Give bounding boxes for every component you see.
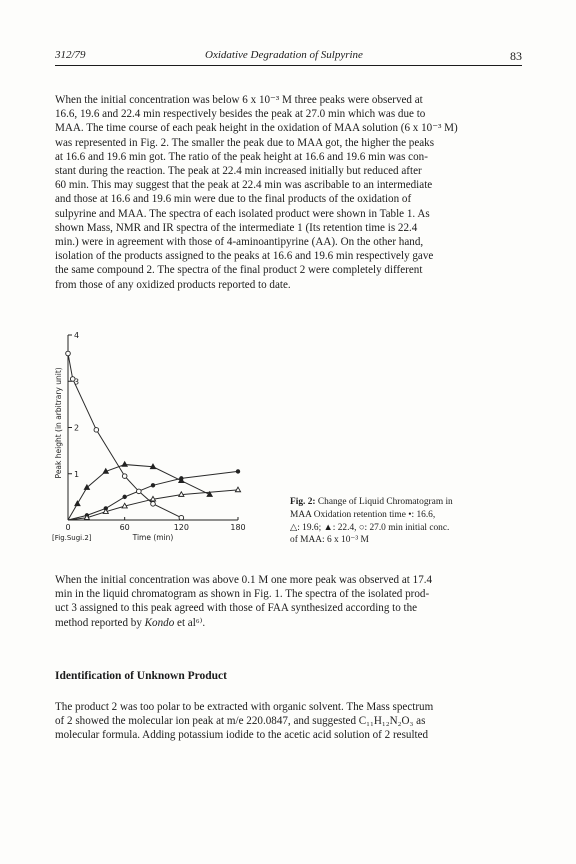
y-axis-label: Peak height (in arbitrary unit) bbox=[54, 367, 63, 479]
data-point bbox=[75, 501, 80, 506]
text-line: 16.6, 19.6 and 22.4 min respectively besides the peak at 27.0 min which was due to bbox=[55, 108, 426, 121]
text-line: method reported by Kondo et al⁶⁾. bbox=[55, 616, 206, 629]
paragraph-2 bbox=[55, 573, 522, 630]
page-number: 83 bbox=[510, 49, 522, 63]
y-tick-label: 2 bbox=[74, 423, 80, 433]
paragraph-1 bbox=[55, 93, 522, 292]
text-line: molecular formula. Adding potassium iodide to the acetic acid solution of 2 resulted bbox=[55, 729, 429, 742]
data-point bbox=[122, 474, 127, 479]
header-rule bbox=[55, 65, 522, 66]
data-point bbox=[137, 489, 142, 494]
data-point bbox=[151, 502, 156, 507]
text-line: min in the liquid chromatogram as shown in Fig. 1. The spectra of the isolated prod- bbox=[55, 588, 430, 601]
citation: et al⁶⁾. bbox=[174, 616, 206, 629]
data-point bbox=[122, 495, 126, 499]
text-line: When the initial concentration was below 6 x 10⁻³ M three peaks were observed at bbox=[55, 94, 423, 106]
series-line-27.0 bbox=[68, 354, 181, 518]
section-title: Identification of Unknown Product bbox=[55, 670, 227, 682]
text-line: MAA. The time course of each peak height in the oxidation of MAA solution (6 x 10⁻³ M) bbox=[55, 122, 458, 135]
paragraph-3 bbox=[55, 700, 522, 743]
x-tick-label: 0 bbox=[65, 523, 71, 532]
data-point bbox=[179, 515, 184, 520]
text-line: uct 3 assigned to this peak agreed with those of FAA synthesized according to the bbox=[55, 602, 418, 615]
text-line: sulpyrine and MAA. The spectra of each isolated product were shown in Table 1. As bbox=[55, 207, 430, 220]
y-tick-label: 1 bbox=[74, 469, 80, 479]
text-line: was represented in Fig. 2. The smaller the peak due to MAA got, the higher the peaks bbox=[55, 136, 435, 149]
data-point bbox=[151, 483, 155, 487]
data-point bbox=[236, 469, 240, 473]
data-point bbox=[66, 351, 71, 356]
y-tick-label: 3 bbox=[74, 377, 80, 387]
text-line: isolation of the products assigned to the peaks at 16.6 and 19.6 min respectively gave bbox=[55, 250, 434, 263]
x-axis-label: Time (min) bbox=[132, 533, 174, 542]
text-line: 60 min. This may suggest that the peak at 22.4 min was ascribable to an intermediate bbox=[55, 179, 433, 192]
data-point bbox=[122, 462, 127, 467]
y-tick-label: 4 bbox=[74, 331, 80, 340]
data-point bbox=[94, 428, 99, 433]
figure-2 bbox=[50, 325, 280, 555]
caption-line: of MAA: 6 x 10⁻³ M bbox=[290, 535, 369, 546]
x-tick-label: 120 bbox=[173, 523, 189, 532]
x-tick-label: 180 bbox=[230, 523, 246, 532]
data-point bbox=[235, 487, 240, 492]
text-line: shown Mass, NMR and IR spectra of the intermediate 1 (Its retention time is 22.4 bbox=[55, 221, 418, 234]
text-line: stant during the reaction. The peak at 22.4 min increased initially but reduced after bbox=[55, 165, 422, 178]
x-tick-label: 60 bbox=[119, 523, 130, 532]
figure-caption bbox=[290, 496, 522, 547]
author-name: Kondo bbox=[144, 616, 175, 629]
text-line: the same compound 2. The spectra of the final product 2 were completely different bbox=[55, 264, 423, 277]
text-line: and those at 16.6 and 19.6 min were due to the final products of the oxidation of bbox=[55, 193, 412, 206]
caption-text: Change of Liquid Chromatogram in bbox=[315, 497, 453, 507]
document-code: 312/79 bbox=[55, 49, 86, 61]
text-line: at 16.6 and 19.6 min got. The ratio of the peak height at 16.6 and 19.6 min was con- bbox=[55, 150, 428, 163]
peak-height-chart bbox=[50, 325, 280, 555]
text-line: When the initial concentration was above 0.1 M one more peak was observed at 17.4 bbox=[55, 574, 433, 586]
text-line: The product 2 was too polar to be extracted with organic solvent. The Mass spectrum bbox=[55, 701, 434, 713]
running-title: Oxidative Degradation of Sulpyrine bbox=[205, 49, 363, 61]
text-line: of 2 showed the molecular ion peak at m/e 220.0847, and suggested C₁₁H₁₂N₂O₃ as bbox=[55, 715, 426, 728]
caption-label: Fig. 2: bbox=[290, 497, 316, 507]
figure-tag: [Fig.Sugi.2] bbox=[52, 534, 92, 542]
caption-line: MAA Oxidation retention time •: 16.6, bbox=[290, 509, 436, 520]
text-line: from those of any oxidized products reported to date. bbox=[55, 278, 291, 291]
caption-line: △: 19.6; ▲: 22.4, ○: 27.0 min initial conc. bbox=[290, 522, 450, 533]
data-point bbox=[179, 476, 183, 480]
text-line: min.) were in agreement with those of 4-aminoantipyrine (AA). On the other hand, bbox=[55, 236, 424, 249]
